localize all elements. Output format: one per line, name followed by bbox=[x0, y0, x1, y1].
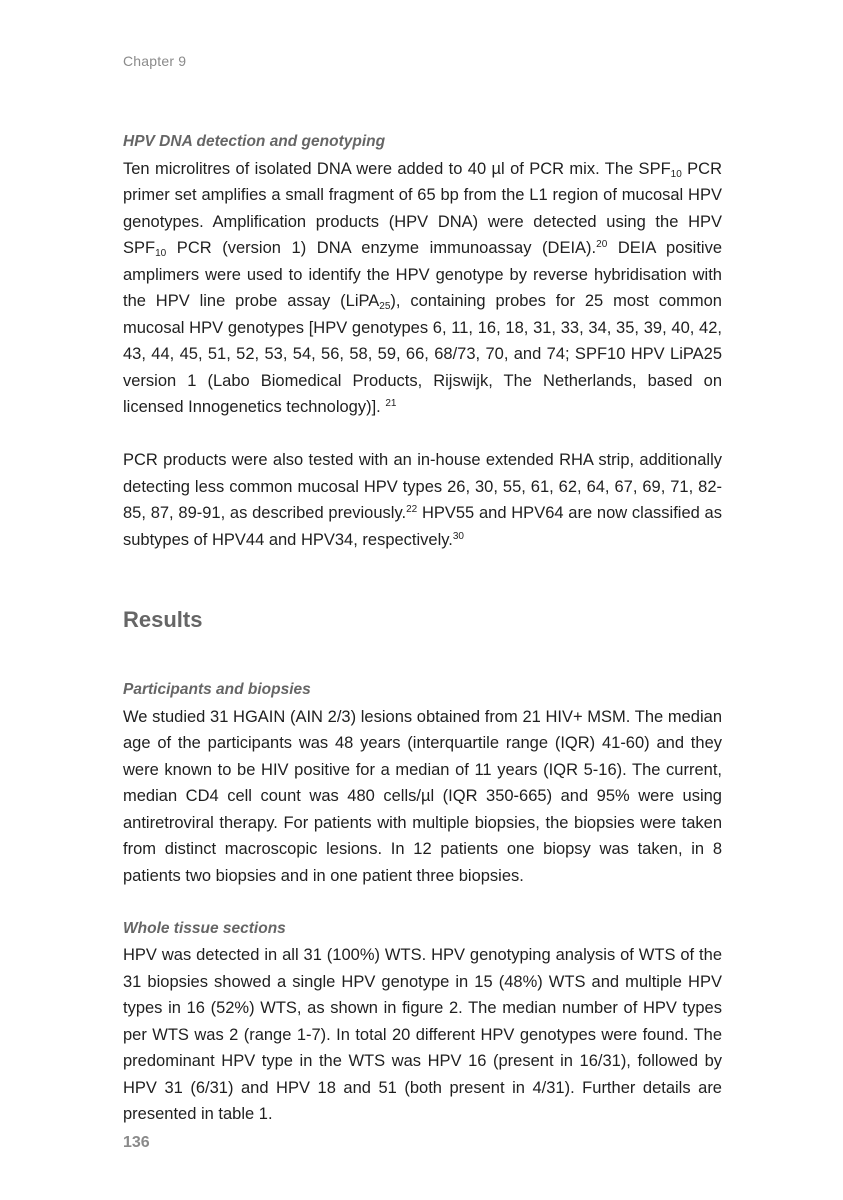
paragraph-participants: We studied 31 HGAIN (AIN 2/3) lesions obtained from 21 HIV+ MSM. The median age of the participants was 48 years (interquartile range (IQR) 41-60) and they were known to be HIV positive for a median of 11 years (IQR 5-16). The current, median CD4 cell count was 480 cells/µl (IQR 350-665) and 95% were using antiretroviral therapy. For patients with multiple biopsies, the biopsies were taken from distinct macroscopic lesions. In 12 patients one biopsy was taken, in 8 patients two biopsies and in one patient three biopsies. bbox=[123, 707, 722, 885]
text-run: PCR primer set amplifies a small fragment of 65 bp from the L1 region of mucosal HPV genotypes. Amplification products (HPV DNA) were detected using the HPV SPF bbox=[123, 159, 722, 257]
text-run: PCR products were also tested with an in-house extended RHA strip, additionally detecting less common mucosal HPV types 26, 30, 55, 61, 62, 64, 67, 69, 71, 82-85, 87, 89-91, as described previously. bbox=[123, 451, 722, 522]
subheading-participants: Participants and biopsies bbox=[123, 681, 311, 698]
subheading-hpv-dna: HPV DNA detection and genotyping bbox=[123, 133, 386, 150]
citation-ref: 21 bbox=[385, 398, 397, 409]
subscript: 10 bbox=[670, 168, 682, 180]
text-run: Ten microlitres of isolated DNA were added to 40 µl of PCR mix. The SPF bbox=[123, 159, 671, 178]
text-run: PCR (version 1) DNA enzyme immunoassay (DEIA). bbox=[166, 239, 597, 257]
subscript: 25 bbox=[379, 301, 391, 312]
page-number: 136 bbox=[123, 1134, 150, 1151]
paragraph-rha-strip bbox=[123, 447, 722, 553]
subheading-whole-tissue-sections: Whole tissue sections bbox=[123, 919, 286, 937]
text-run: DEIA positive amplimers were used to identify the HPV genotype by reverse hybridisation with the HPV line probe assay (LiPA bbox=[123, 239, 722, 310]
subscript: 10 bbox=[155, 248, 167, 259]
section-title-results: Results bbox=[123, 607, 203, 632]
citation-ref: 20 bbox=[596, 239, 608, 250]
text-run: HPV55 and HPV64 are now classified as subtypes of HPV44 and HPV34, respectively. bbox=[123, 504, 722, 549]
running-head: Chapter 9 bbox=[123, 53, 187, 69]
paragraph-hpv-detection bbox=[123, 156, 722, 421]
text-run: ), containing probes for 25 most common mucosal HPV genotypes [HPV genotypes 6, 11, 16, 18, 31, 33, 34, 35, 39, 40, 42, 43, 44, 45, 51, 52, 53, 54, 56, 58, 59, 66, 68/73, 70, and 74; SPF10 HPV LiPA25 version 1 (Labo Biomedical Products, Rijswijk, The Netherlands, based on licensed Innogenetics technology)]. bbox=[123, 292, 722, 416]
page-body bbox=[123, 129, 722, 1128]
citation-ref: 22 bbox=[406, 504, 418, 515]
citation-ref: 30 bbox=[452, 530, 464, 542]
paragraph-whole-tissue-sections: HPV was detected in all 31 (100%) WTS. HPV genotyping analysis of WTS of the 31 biopsies showed a single HPV genotype in 15 (48%) WTS and multiple HPV types in 16 (52%) WTS, as shown in figure 2. The median number of HPV types per WTS was 2 (range 1-7). In total 20 different HPV genotypes were found. The predominant HPV type in the WTS was HPV 16 (present in 16/31), followed by HPV 31 (6/31) and HPV 18 and 51 (both present in 4/31). Further details are presented in table 1. bbox=[123, 946, 722, 1123]
